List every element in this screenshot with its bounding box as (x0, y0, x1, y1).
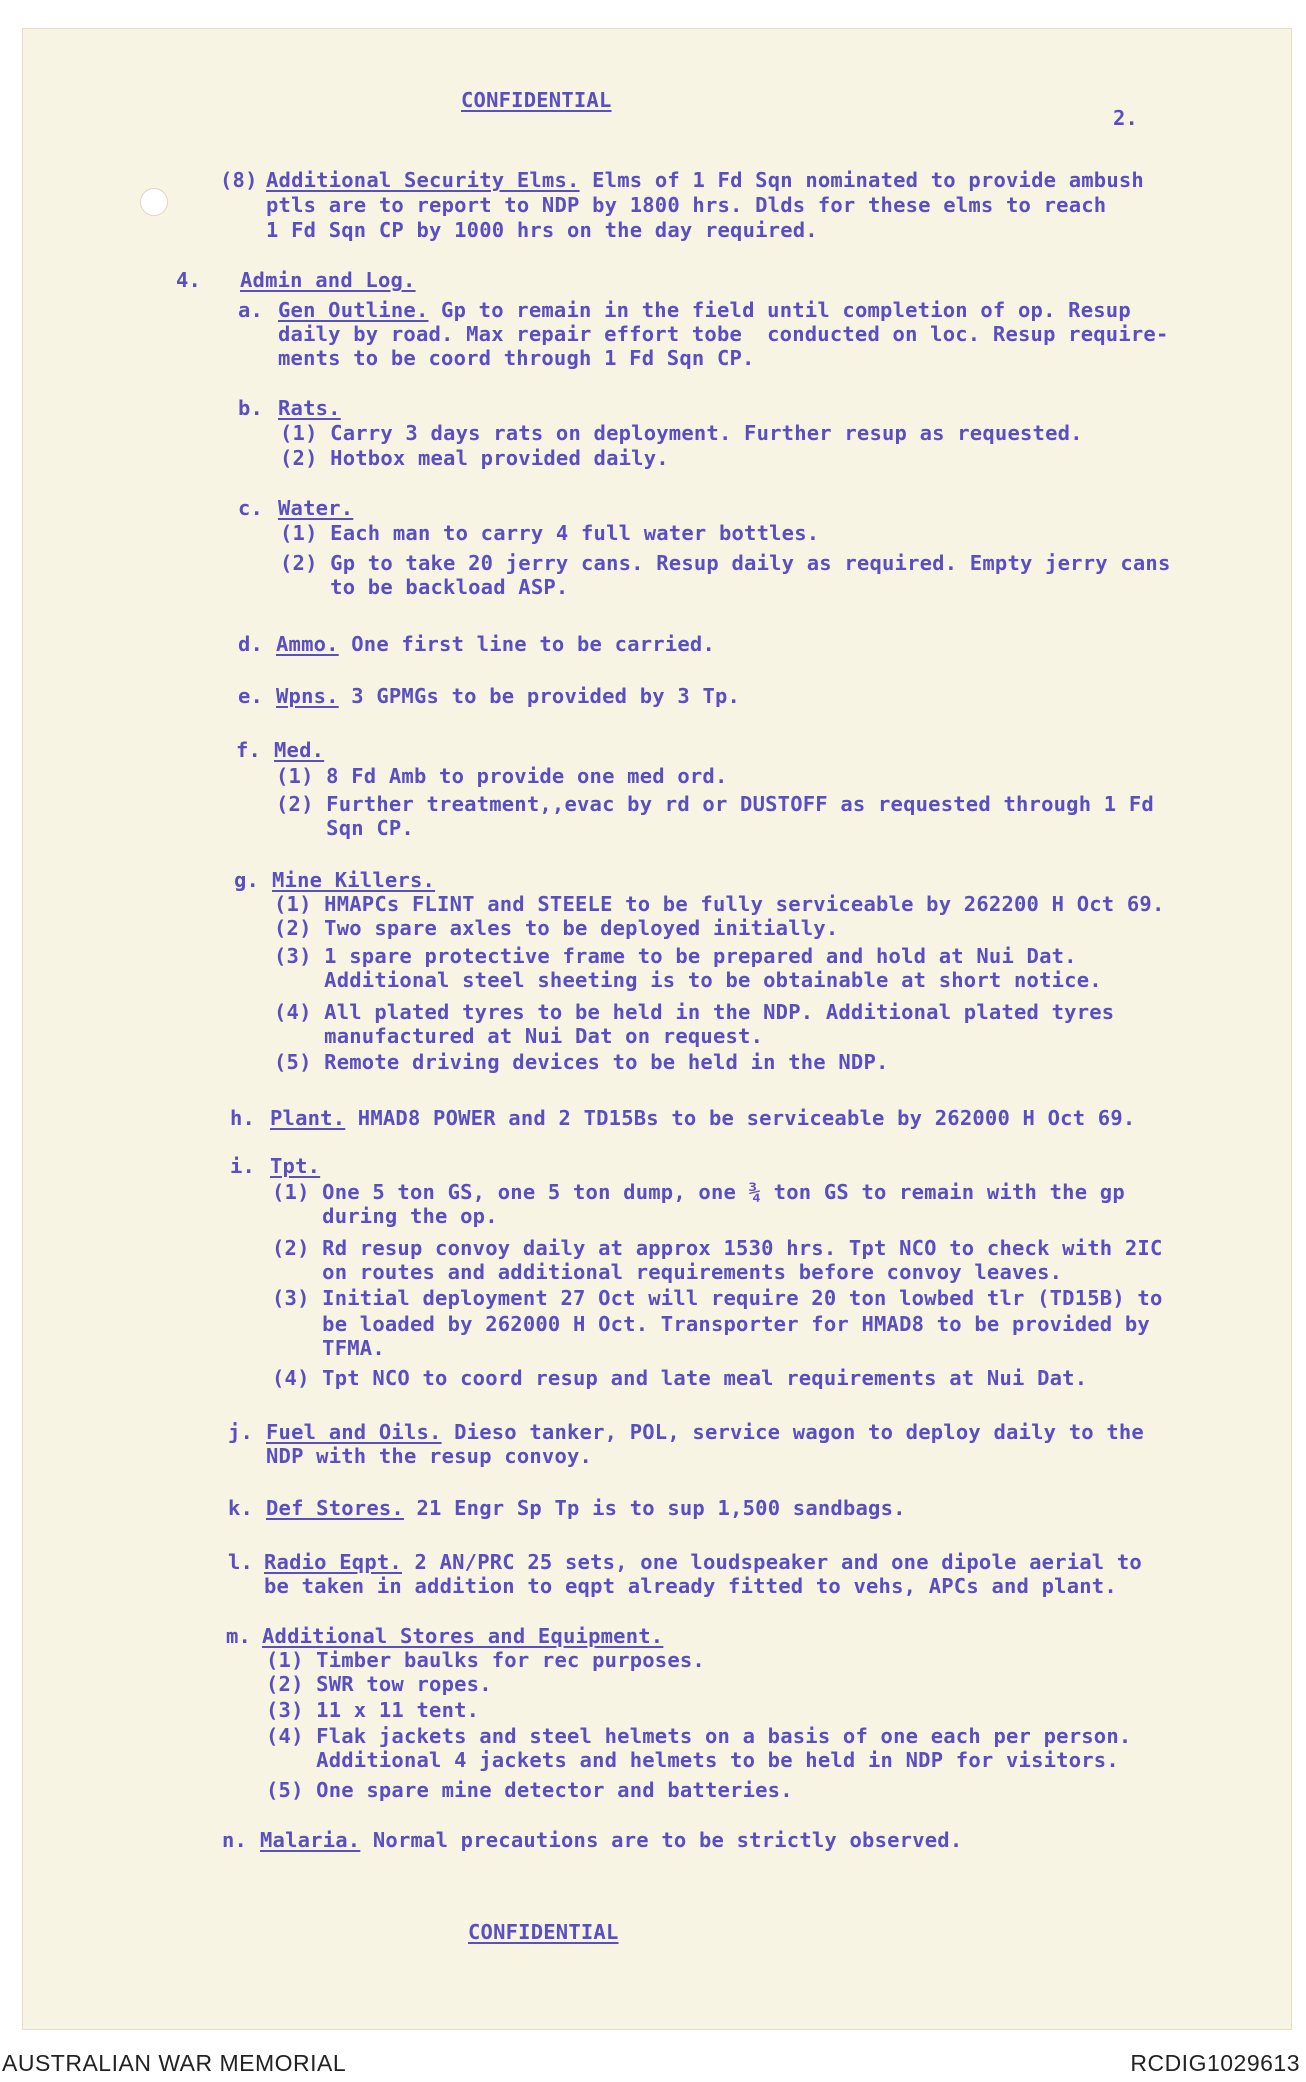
para-8-line3: 1 Fd Sqn CP by 1000 hrs on the day required. (266, 218, 818, 242)
sub-c-item: (2) Gp to take 20 jerry cans. Resup daily as required. Empty jerry cans (280, 551, 1171, 575)
sub-n-line (260, 1828, 962, 1852)
sub-d-text: One first line to be carried. (338, 632, 715, 656)
sub-d-heading: Ammo. (276, 632, 339, 656)
sub-a-letter: a. (238, 298, 264, 322)
sub-g-heading: Mine Killers. (272, 868, 436, 892)
sub-m-letter: m. (226, 1624, 252, 1648)
sub-k-heading: Def Stores. (266, 1496, 404, 1520)
sub-j-heading: Fuel and Oils. (266, 1420, 442, 1444)
sub-h-heading: Plant. (270, 1106, 346, 1130)
sub-d-letter: d. (238, 632, 264, 656)
punch-hole (140, 188, 168, 216)
sub-g-item: (5) Remote driving devices to be held in the NDP. (274, 1050, 889, 1074)
sub-l-line1 (264, 1550, 1142, 1574)
sub-l-letter: l. (228, 1550, 254, 1574)
sub-i-item: TFMA. (272, 1336, 385, 1360)
sub-h-text: HMAD8 POWER and 2 TD15Bs to be serviceable by 262000 H Oct 69. (345, 1106, 1136, 1130)
sub-c-heading: Water. (278, 496, 354, 520)
sub-k-line (266, 1496, 906, 1520)
sub-i-item: during the op. (272, 1204, 498, 1228)
sub-f-item: (1) 8 Fd Amb to provide one med ord. (276, 764, 728, 788)
sub-h-line (270, 1106, 1135, 1130)
sub-b-letter: b. (238, 396, 264, 420)
sub-e-text: 3 GPMGs to be provided by 3 Tp. (338, 684, 741, 708)
sub-m-item: (2) SWR tow ropes. (266, 1672, 492, 1696)
sub-m-item: (3) 11 x 11 tent. (266, 1698, 480, 1722)
para-8-number: (8) (220, 168, 258, 192)
sub-j-text1: Dieso tanker, POL, service wagon to deploy daily to the (441, 1420, 1144, 1444)
sub-b-item: (1) Carry 3 days rats on deployment. Further resup as requested. (280, 421, 1083, 445)
sub-j-line1 (266, 1420, 1144, 1444)
sub-h-letter: h. (230, 1106, 256, 1130)
sub-a-text1: Gp to remain in the field until completion of op. Resup (428, 298, 1131, 322)
sub-l-line2: be taken in addition to eqpt already fitted to vehs, APCs and plant. (264, 1574, 1117, 1598)
footer-classification: CONFIDENTIAL (468, 1920, 619, 1944)
sub-k-text: 21 Engr Sp Tp is to sup 1,500 sandbags. (403, 1496, 906, 1520)
sub-l-heading: Radio Eqpt. (264, 1550, 402, 1574)
sub-i-item: (3) Initial deployment 27 Oct will require 20 ton lowbed tlr (TD15B) to (272, 1286, 1163, 1310)
sub-i-item: (1) One 5 ton GS, one 5 ton dump, one ¾ ton GS to remain with the gp (272, 1180, 1125, 1204)
sub-b-item: (2) Hotbox meal provided daily. (280, 446, 669, 470)
sub-f-letter: f. (236, 738, 262, 762)
sub-g-item: Additional steel sheeting is to be obtainable at short notice. (274, 968, 1102, 992)
para-8-line1 (266, 168, 1144, 192)
sub-i-item: on routes and additional requirements before convoy leaves. (272, 1260, 1063, 1284)
sub-e-heading: Wpns. (276, 684, 339, 708)
sub-i-item: be loaded by 262000 H Oct. Transporter for HMAD8 to be provided by (272, 1312, 1150, 1336)
sub-n-text: Normal precautions are to be strictly observed. (360, 1828, 963, 1852)
sub-a-line2: daily by road. Max repair effort tobe conducted on loc. Resup require- (278, 322, 1169, 346)
para-8-line2: ptls are to report to NDP by 1800 hrs. Dlds for these elms to reach (266, 193, 1107, 217)
sub-e-letter: e. (238, 684, 264, 708)
sub-m-item: (4) Flak jackets and steel helmets on a basis of one each per person. (266, 1724, 1132, 1748)
sub-c-item: (1) Each man to carry 4 full water bottles. (280, 521, 820, 545)
sub-i-item: (4) Tpt NCO to coord resup and late meal requirements at Nui Dat. (272, 1366, 1088, 1390)
sub-i-item: (2) Rd resup convoy daily at approx 1530 hrs. Tpt NCO to check with 2IC (272, 1236, 1163, 1260)
sub-g-item: (1) HMAPCs FLINT and STEELE to be fully serviceable by 262200 H Oct 69. (274, 892, 1165, 916)
sub-m-item: (1) Timber baulks for rec purposes. (266, 1648, 705, 1672)
sub-c-letter: c. (238, 496, 264, 520)
header-classification: CONFIDENTIAL (461, 88, 612, 112)
para-8-heading: Additional Security Elms. (266, 168, 580, 192)
sub-m-heading: Additional Stores and Equipment. (262, 1624, 664, 1648)
sub-f-item: (2) Further treatment,,evac by rd or DUSTOFF as requested through 1 Fd (276, 792, 1154, 816)
para-8-text1: Elms of 1 Fd Sqn nominated to provide ambush (579, 168, 1144, 192)
sub-f-heading: Med. (274, 738, 325, 762)
sub-e-line (276, 684, 740, 708)
para-4-heading: Admin and Log. (240, 268, 416, 292)
sub-c-item: to be backload ASP. (280, 575, 569, 599)
sub-i-heading: Tpt. (270, 1154, 321, 1178)
sub-m-item: (5) One spare mine detector and batteries. (266, 1778, 793, 1802)
archive-source: AUSTRALIAN WAR MEMORIAL (2, 2050, 347, 2076)
sub-i-letter: i. (230, 1154, 256, 1178)
sub-g-item: (4) All plated tyres to be held in the NDP. Additional plated tyres (274, 1000, 1115, 1024)
sub-a-line1 (278, 298, 1131, 322)
sub-n-letter: n. (222, 1828, 248, 1852)
sub-m-item: Additional 4 jackets and helmets to be held in NDP for visitors. (266, 1748, 1119, 1772)
page-number: 2. (1113, 106, 1139, 130)
sub-j-line2: NDP with the resup convoy. (266, 1444, 593, 1468)
sub-k-letter: k. (228, 1496, 254, 1520)
sub-f-item: Sqn CP. (276, 816, 414, 840)
sub-d-line (276, 632, 715, 656)
archive-reference: RCDIG1029613 (1130, 2050, 1300, 2076)
sub-a-line3: ments to be coord through 1 Fd Sqn CP. (278, 346, 755, 370)
sub-a-heading: Gen Outline. (278, 298, 429, 322)
sub-g-letter: g. (234, 868, 260, 892)
sub-g-item: (3) 1 spare protective frame to be prepared and hold at Nui Dat. (274, 944, 1077, 968)
sub-n-heading: Malaria. (260, 1828, 361, 1852)
sub-g-item: manufactured at Nui Dat on request. (274, 1024, 764, 1048)
sub-l-text1: 2 AN/PRC 25 sets, one loudspeaker and one dipole aerial to (401, 1550, 1142, 1574)
para-4-number: 4. (176, 268, 202, 292)
sub-g-item: (2) Two spare axles to be deployed initially. (274, 916, 839, 940)
sub-j-letter: j. (228, 1420, 254, 1444)
sub-b-heading: Rats. (278, 396, 341, 420)
